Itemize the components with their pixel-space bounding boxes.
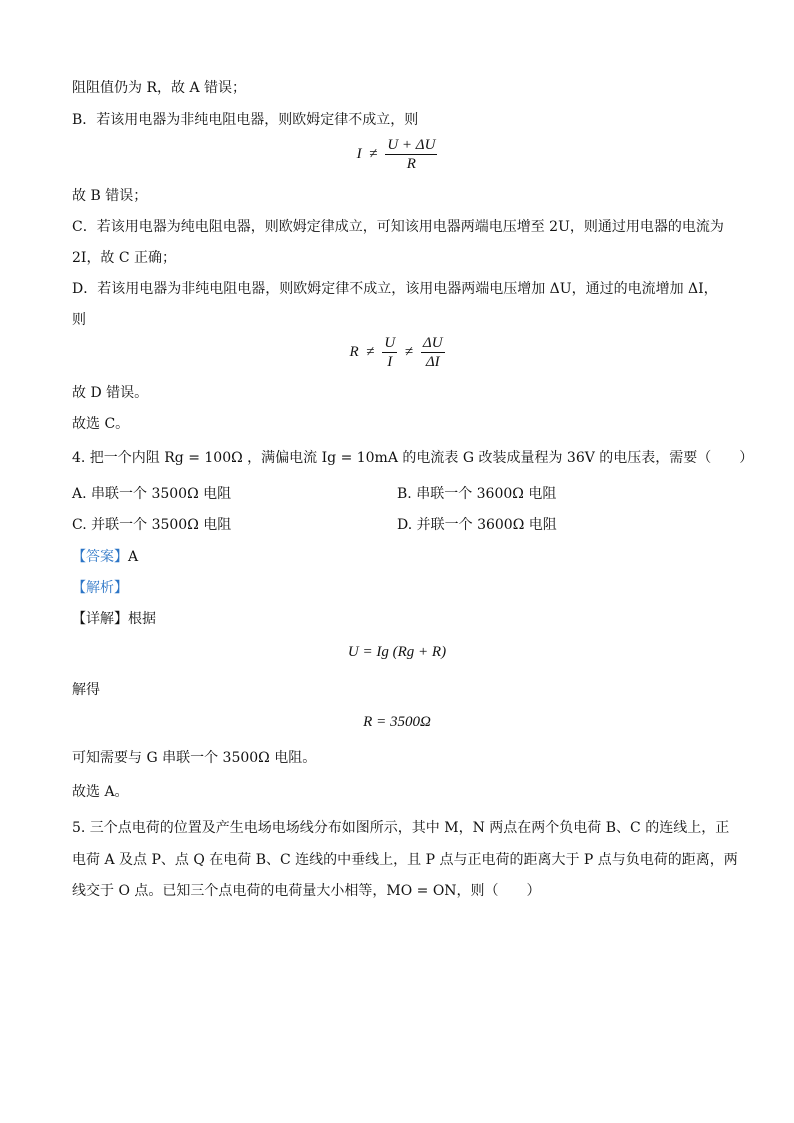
- eq-numerator: U + ΔU: [387, 137, 436, 153]
- text-line: 电荷 A 及点 P、点 Q 在电荷 B、C 连线的中垂线上，且 P 点与正电荷的距离大于 P 点与负电荷的距离，两: [72, 852, 738, 868]
- eq-denominator: ΔI: [425, 354, 440, 370]
- equation-4: R = 3500Ω: [363, 714, 431, 730]
- eq-fraction: [421, 334, 445, 371]
- text-line: B．若该用电器为非纯电阻电器，则欧姆定律不成立，则: [72, 112, 419, 128]
- text-line: 故 D 错误。: [72, 385, 149, 401]
- text-line: 5. 三个点电荷的位置及产生电场电场线分布如图所示，其中 M，N 两点在两个负电荷 B、C 的连线上，正: [72, 820, 730, 836]
- eq-rel: ≠: [404, 344, 414, 360]
- detail-tag: 【详解】: [72, 611, 128, 627]
- answer-line: [72, 547, 138, 567]
- analysis-line: [72, 578, 128, 598]
- text-line: D．若该用电器为非纯电阻电器，则欧姆定律不成立，该用电器两端电压增加 ΔU，通过的电流增加 ΔI，: [72, 281, 718, 297]
- option-c: C. 并联一个 3500Ω 电阻: [72, 517, 232, 533]
- text-line: 故选 A。: [72, 784, 129, 800]
- eq-fraction: [382, 334, 397, 371]
- eq-fraction: [385, 136, 437, 173]
- text-line: 解得: [72, 682, 100, 698]
- question-stem: 4. 把一个内阻 Rg = 100Ω ，满偏电流 Ig = 10mA 的电流表 G 改装成量程为 36V 的电压表，需要（ ）: [72, 450, 754, 466]
- eq-rel: ≠: [369, 146, 378, 162]
- text-line: C．若该用电器为纯电阻电器，则欧姆定律成立，可知该用电器两端电压增至 2U，则通过用电器的电流为: [72, 219, 724, 235]
- eq-rel: ≠: [366, 344, 375, 360]
- analysis-tag: 【解析】: [72, 580, 128, 596]
- eq-lhs: I: [356, 145, 362, 162]
- text-line: 可知需要与 G 串联一个 3500Ω 电阻。: [72, 750, 317, 766]
- text-line: 线交于 O 点。已知三个点电荷的电荷量大小相等，MO = ON，则（ ）: [72, 883, 541, 899]
- option-a: A. 串联一个 3500Ω 电阻: [72, 486, 232, 502]
- option-d: D. 并联一个 3600Ω 电阻: [397, 517, 557, 533]
- eq-denominator: R: [406, 156, 416, 172]
- eq-lhs: R: [349, 343, 359, 360]
- eq-denominator: I: [387, 354, 393, 370]
- option-b: B. 串联一个 3600Ω 电阻: [397, 486, 557, 502]
- equation-3: U = Ig (Rg + R): [347, 644, 447, 660]
- detail-line: [72, 609, 156, 629]
- text-line: 故 B 错误；: [72, 188, 148, 204]
- answer-tag: 【答案】: [72, 549, 128, 565]
- text-line: 则: [72, 312, 86, 328]
- eq-numerator: U: [384, 335, 396, 351]
- answer-value: A: [128, 549, 139, 565]
- text-line: 阻阻值仍为 R，故 A 错误；: [72, 80, 247, 96]
- text-line: 2I，故 C 正确；: [72, 250, 177, 266]
- text-line: 故选 C。: [72, 416, 130, 432]
- detail-text: 根据: [128, 611, 156, 627]
- eq-numerator: ΔU: [422, 335, 443, 351]
- equation-2: [0, 334, 794, 371]
- equation-1: [0, 136, 794, 173]
